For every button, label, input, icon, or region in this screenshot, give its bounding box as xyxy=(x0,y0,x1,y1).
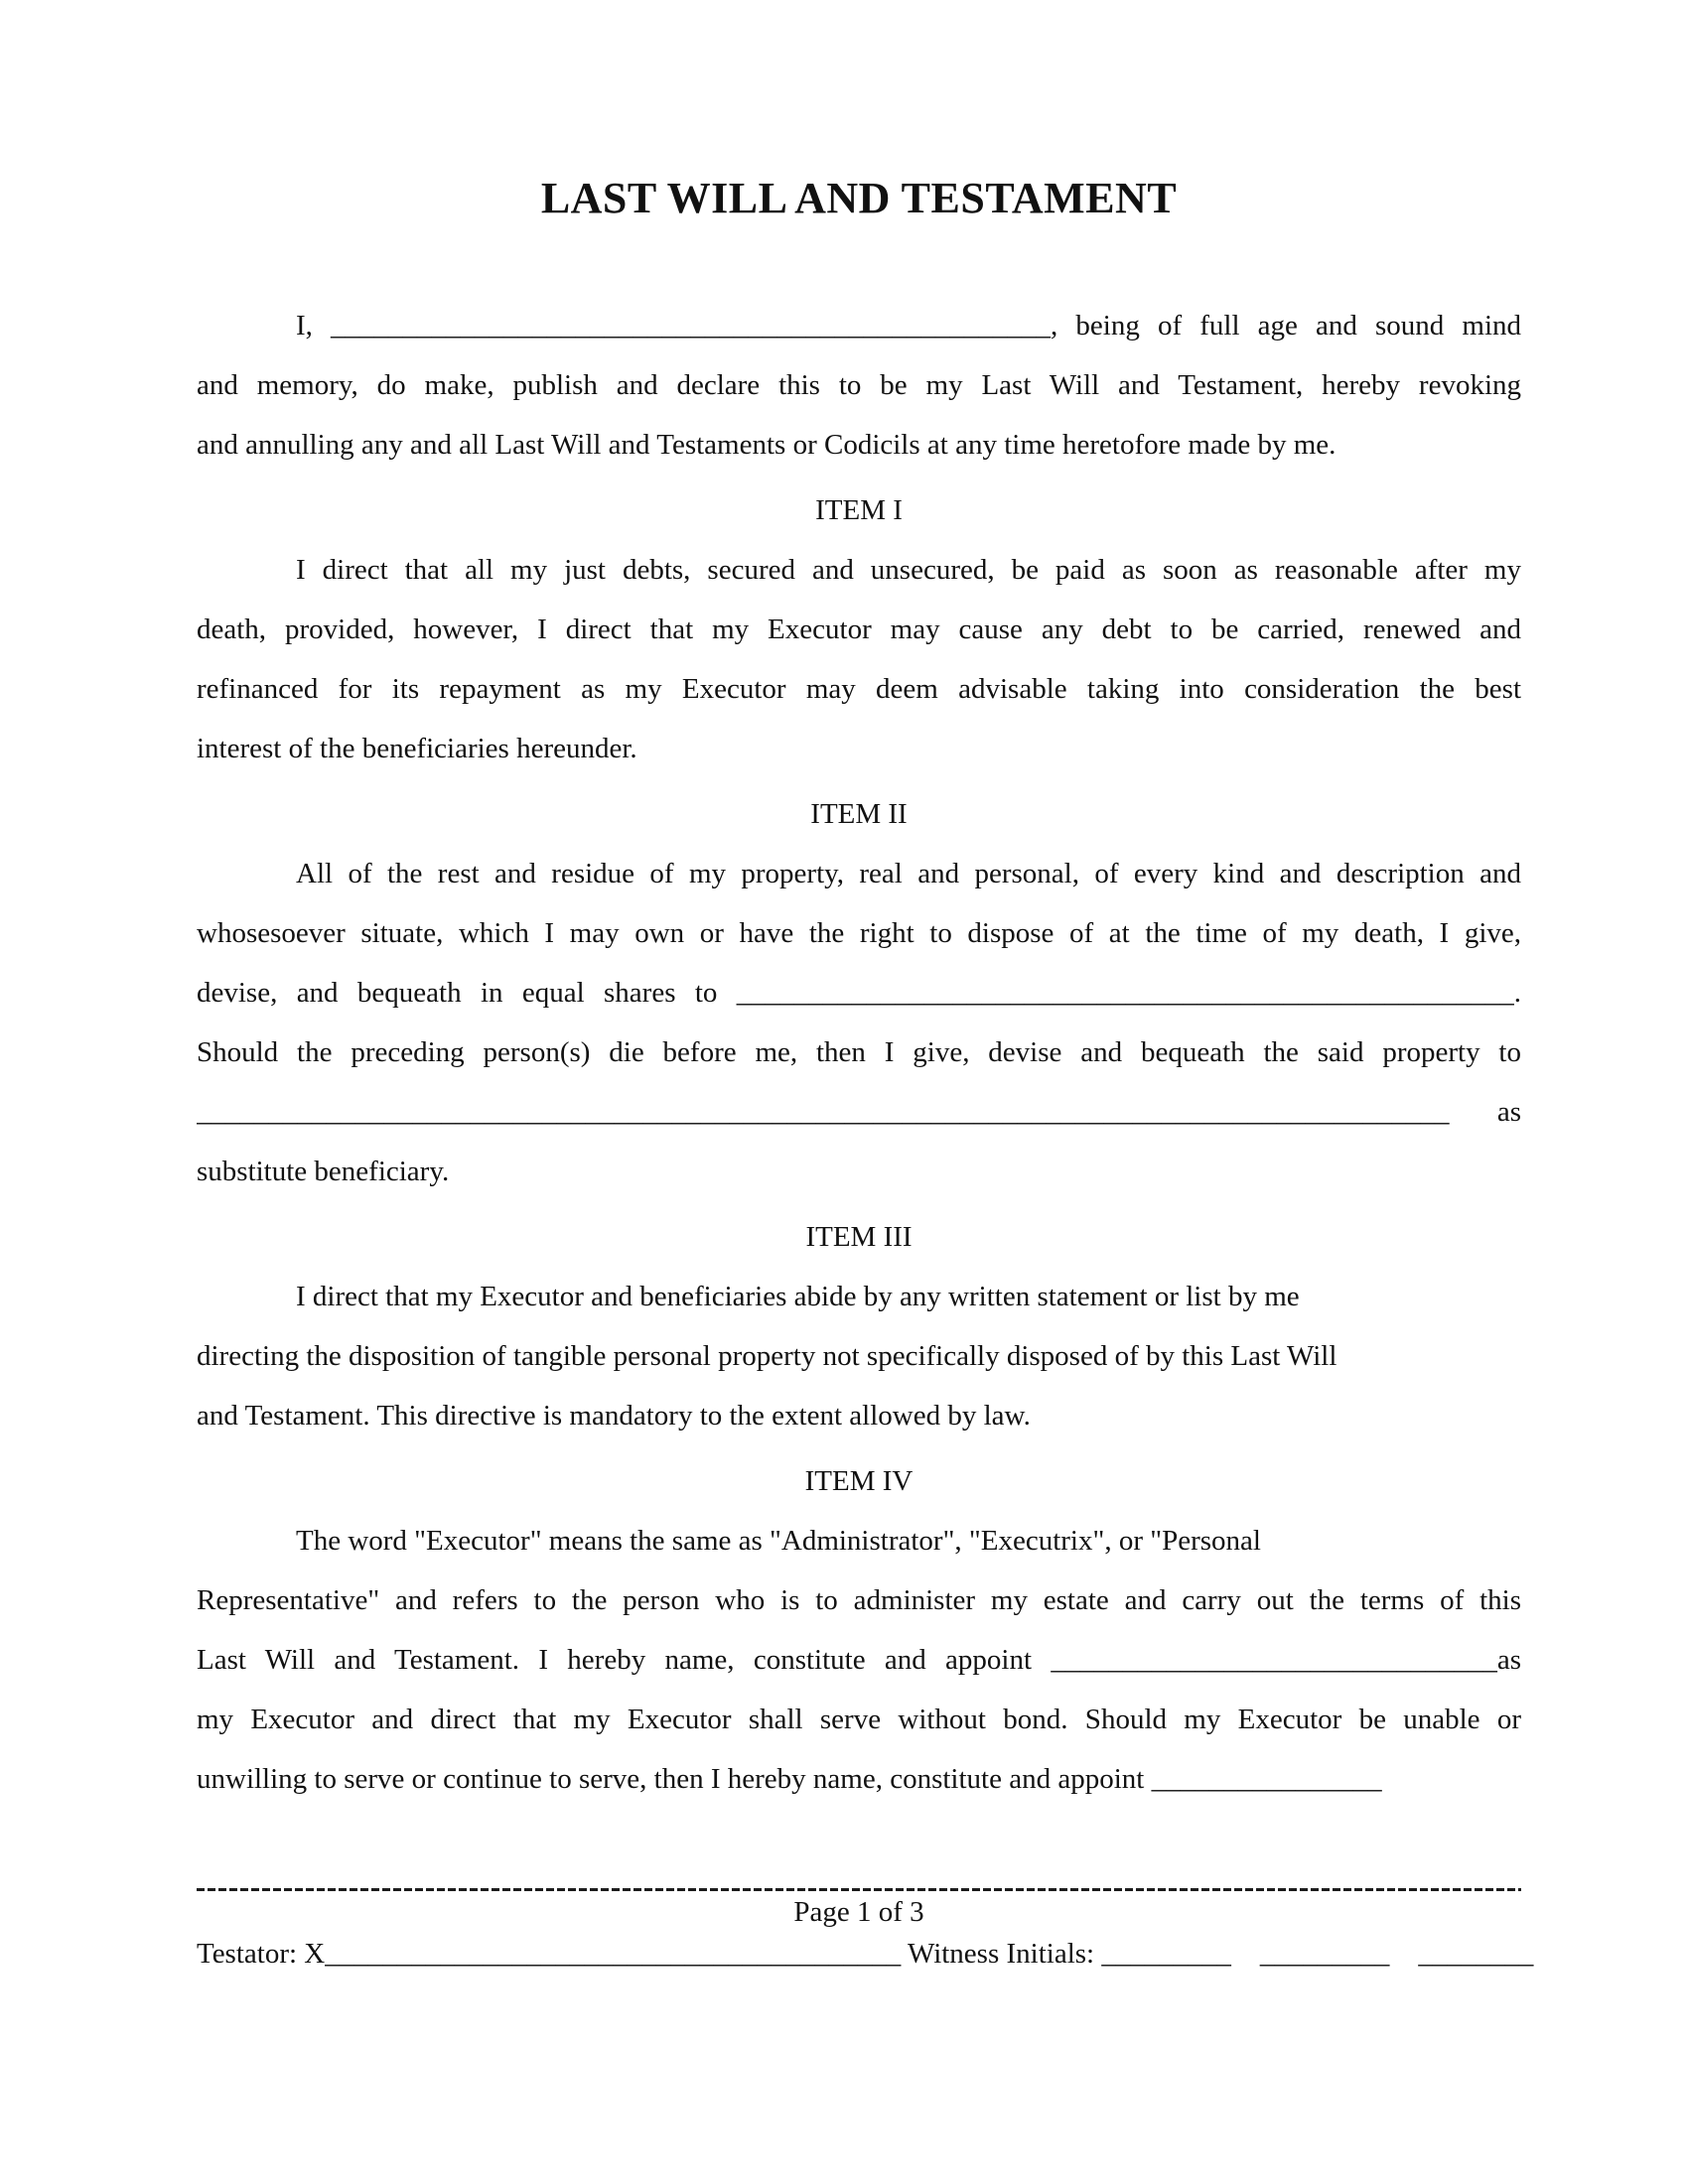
text-line: whosesoever situate, which I may own or have the right to dispose of at the time of my death, I give, xyxy=(197,917,1521,949)
text-line: interest of the beneficiaries hereunder. xyxy=(197,733,637,764)
paragraph-3 xyxy=(197,1267,1521,1445)
section-heading-3: ITEM III xyxy=(805,1221,913,1253)
text-line: my Executor and direct that my Executor shall serve without bond. Should my Executor be unable or xyxy=(197,1704,1521,1735)
text-line: I direct that all my just debts, secured and unsecured, be paid as soon as reasonable after my xyxy=(296,554,1521,586)
paragraph-0 xyxy=(197,296,1521,475)
section-heading-1: ITEM I xyxy=(815,494,903,526)
section-heading-2: ITEM II xyxy=(810,798,908,830)
text-line: unwilling to serve or continue to serve, then I hereby name, constitute and appoint ________________ xyxy=(197,1763,1382,1795)
text-line: and annulling any and all Last Will and Testaments or Codicils at any time heretofore made by me. xyxy=(197,429,1336,461)
text-line: I direct that my Executor and beneficiaries abide by any written statement or list by me xyxy=(296,1281,1300,1312)
text-line: and memory, do make, publish and declare this to be my Last Will and Testament, hereby revoking xyxy=(197,369,1521,401)
text-line: death, provided, however, I direct that my Executor may cause any debt to be carried, renewed and xyxy=(197,614,1521,645)
text-line: devise, and bequeath in equal shares to ______________________________________________________. xyxy=(197,977,1521,1009)
text-line: The word "Executor" means the same as "Administrator", "Executrix", or "Personal xyxy=(296,1525,1261,1557)
paragraph-1 xyxy=(197,540,1521,778)
text-line: directing the disposition of tangible personal property not specifically disposed of by this Last Will xyxy=(197,1340,1337,1372)
document-title: LAST WILL AND TESTAMENT xyxy=(540,174,1178,222)
text-line: I, __________________________________________________, being of full age and sound mind xyxy=(296,310,1521,341)
page-footer xyxy=(197,1888,1534,1975)
text-line: substitute beneficiary. xyxy=(197,1156,450,1187)
paragraph-4 xyxy=(197,1511,1521,1809)
testator-signature-blank: Testator: X________________________________________ xyxy=(197,1938,902,1970)
text-line: and Testament. This directive is mandatory to the extent allowed by law. xyxy=(197,1400,1031,1432)
text-line: Should the preceding person(s) die before me, then I give, devise and bequeath the said property to xyxy=(197,1036,1521,1068)
signature-line xyxy=(197,1933,1534,1975)
witness-initials-blanks: Witness Initials: _________ _________ ________ xyxy=(907,1938,1534,1970)
page-number: Page 1 of 3 xyxy=(793,1896,924,1928)
text-line: Representative" and refers to the person who is to administer my estate and carry out the terms of this xyxy=(197,1584,1521,1616)
text-line: All of the rest and residue of my property, real and personal, of every kind and description and xyxy=(296,858,1521,889)
text-line: Last Will and Testament. I hereby name, constitute and appoint _______________________________as xyxy=(197,1644,1521,1676)
text-line: _______________________________________________________________________________________ as xyxy=(197,1096,1521,1128)
document-body xyxy=(197,296,1521,1809)
section-heading-4: ITEM IV xyxy=(804,1465,914,1497)
text-line: refinanced for its repayment as my Executor may deem advisable taking into consideration the best xyxy=(197,673,1521,705)
paragraph-2 xyxy=(197,844,1521,1201)
document-content xyxy=(197,0,1521,1809)
